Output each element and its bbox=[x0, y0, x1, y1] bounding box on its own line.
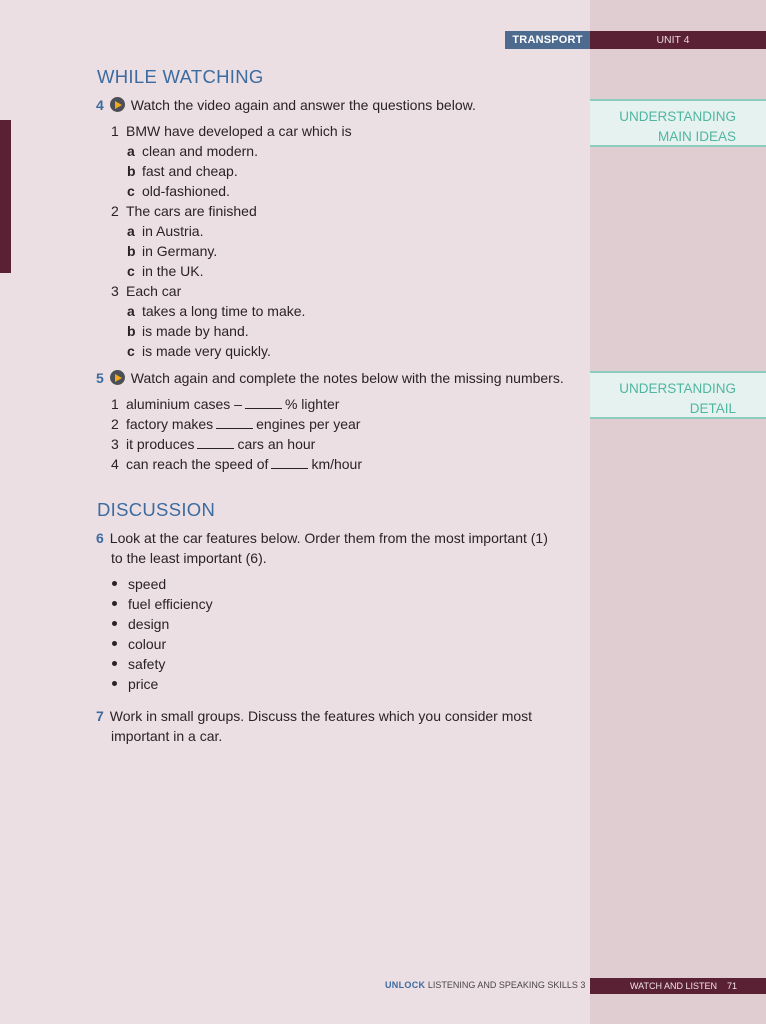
option-text: is made very quickly. bbox=[142, 343, 271, 359]
question-7: 7 Work in small groups. Discuss the features which you consider most bbox=[96, 708, 533, 724]
item-number: 4 bbox=[111, 456, 119, 472]
option-letter: b bbox=[127, 323, 136, 339]
item-number: 1 bbox=[111, 396, 119, 412]
feature-text: safety bbox=[128, 656, 166, 672]
bullet-icon bbox=[112, 594, 128, 614]
item-text-after: engines per year bbox=[256, 416, 361, 432]
footer-brand: UNLOCK bbox=[385, 980, 426, 990]
option-letter: c bbox=[127, 343, 135, 359]
bullet-icon bbox=[112, 654, 128, 674]
question-4: 4 Watch the video again and answer the questions below. bbox=[96, 97, 476, 113]
video-play-icon[interactable] bbox=[110, 370, 125, 385]
feature-text: colour bbox=[128, 636, 167, 652]
bullet-icon bbox=[112, 634, 128, 654]
q4-item bbox=[111, 121, 352, 141]
page-edge-tab bbox=[0, 120, 11, 273]
answer-option bbox=[127, 161, 238, 181]
q5-item bbox=[111, 454, 362, 474]
answer-blank[interactable] bbox=[197, 437, 234, 449]
bullet-icon bbox=[112, 574, 128, 594]
q4-item bbox=[111, 201, 257, 221]
item-text: The cars are finished bbox=[126, 203, 257, 219]
answer-option bbox=[127, 341, 271, 361]
answer-option bbox=[127, 141, 258, 161]
feature-bullet-item bbox=[112, 654, 165, 674]
feature-bullet-item bbox=[112, 614, 169, 634]
option-letter: a bbox=[127, 303, 135, 319]
option-letter: c bbox=[127, 183, 135, 199]
answer-option bbox=[127, 221, 203, 241]
q5-item bbox=[111, 394, 339, 414]
item-number: 3 bbox=[111, 436, 119, 452]
item-text-before: it produces bbox=[126, 436, 195, 452]
feature-text: price bbox=[128, 676, 159, 692]
q5-item bbox=[111, 434, 315, 454]
question-6-continued: to the least important (6). bbox=[111, 550, 267, 566]
bullet-icon bbox=[112, 674, 128, 694]
item-number: 3 bbox=[111, 283, 119, 299]
page-number: 71 bbox=[727, 981, 738, 991]
option-text: clean and modern. bbox=[142, 143, 258, 159]
item-number: 2 bbox=[111, 203, 119, 219]
sidebar-understanding-detail: UNDERSTANDING DETAIL bbox=[590, 371, 766, 419]
sidebar-panel bbox=[590, 0, 766, 1024]
answer-option bbox=[127, 241, 217, 261]
option-text: in the UK. bbox=[142, 263, 204, 279]
item-text-after: % lighter bbox=[284, 396, 340, 412]
item-text-before: aluminium cases – bbox=[126, 396, 242, 412]
footer-section-bar: WATCH AND LISTEN 71 bbox=[590, 978, 766, 994]
option-text: in Austria. bbox=[142, 223, 204, 239]
sidebar-understanding-main-ideas: UNDERSTANDING MAIN IDEAS bbox=[590, 99, 766, 147]
heading-while-watching: WHILE WATCHING bbox=[97, 66, 264, 87]
header-unit-label: UNIT 4 bbox=[590, 31, 766, 49]
answer-blank[interactable] bbox=[245, 397, 282, 409]
question-number: 6 bbox=[96, 530, 104, 546]
option-text: fast and cheap. bbox=[142, 163, 238, 179]
feature-text: speed bbox=[128, 576, 167, 592]
option-letter: a bbox=[127, 143, 135, 159]
option-text: takes a long time to make. bbox=[142, 303, 306, 319]
item-number: 2 bbox=[111, 416, 119, 432]
item-text-before: factory makes bbox=[126, 416, 214, 432]
option-text: is made by hand. bbox=[142, 323, 249, 339]
option-text: in Germany. bbox=[142, 243, 218, 259]
feature-text: design bbox=[128, 616, 170, 632]
answer-option bbox=[127, 181, 230, 201]
bullet-icon bbox=[112, 614, 128, 634]
video-play-icon[interactable] bbox=[110, 97, 125, 112]
answer-blank[interactable] bbox=[216, 417, 253, 429]
item-text: BMW have developed a car which is bbox=[126, 123, 352, 139]
heading-discussion: DISCUSSION bbox=[97, 499, 216, 520]
option-letter: b bbox=[127, 243, 136, 259]
question-number: 5 bbox=[96, 370, 104, 386]
feature-bullet-item bbox=[112, 634, 166, 654]
question-5: 5 Watch again and complete the notes below with the missing numbers. bbox=[96, 370, 564, 386]
feature-bullet-item bbox=[112, 594, 213, 614]
option-letter: c bbox=[127, 263, 135, 279]
question-number: 7 bbox=[96, 708, 104, 724]
question-number: 4 bbox=[96, 97, 104, 113]
item-text-before: can reach the speed of bbox=[126, 456, 269, 472]
item-number: 1 bbox=[111, 123, 119, 139]
question-7-continued: important in a car. bbox=[111, 728, 223, 744]
header-section-label: TRANSPORT bbox=[505, 31, 590, 49]
feature-bullet-item bbox=[112, 574, 166, 594]
answer-option bbox=[127, 261, 203, 281]
answer-option bbox=[127, 321, 249, 341]
item-text-after: km/hour bbox=[311, 456, 363, 472]
option-text: old-fashioned. bbox=[142, 183, 230, 199]
answer-option bbox=[127, 301, 305, 321]
item-text: Each car bbox=[126, 283, 182, 299]
item-text-after: cars an hour bbox=[237, 436, 316, 452]
option-letter: b bbox=[127, 163, 136, 179]
q4-item bbox=[111, 281, 181, 301]
q5-item bbox=[111, 414, 360, 434]
option-letter: a bbox=[127, 223, 135, 239]
footer-book-title: UNLOCK LISTENING AND SPEAKING SKILLS 3 bbox=[385, 980, 586, 990]
feature-bullet-item bbox=[112, 674, 158, 694]
feature-text: fuel efficiency bbox=[128, 596, 213, 612]
answer-blank[interactable] bbox=[271, 457, 308, 469]
question-6: 6 Look at the car features below. Order them from the most important (1) bbox=[96, 530, 548, 546]
